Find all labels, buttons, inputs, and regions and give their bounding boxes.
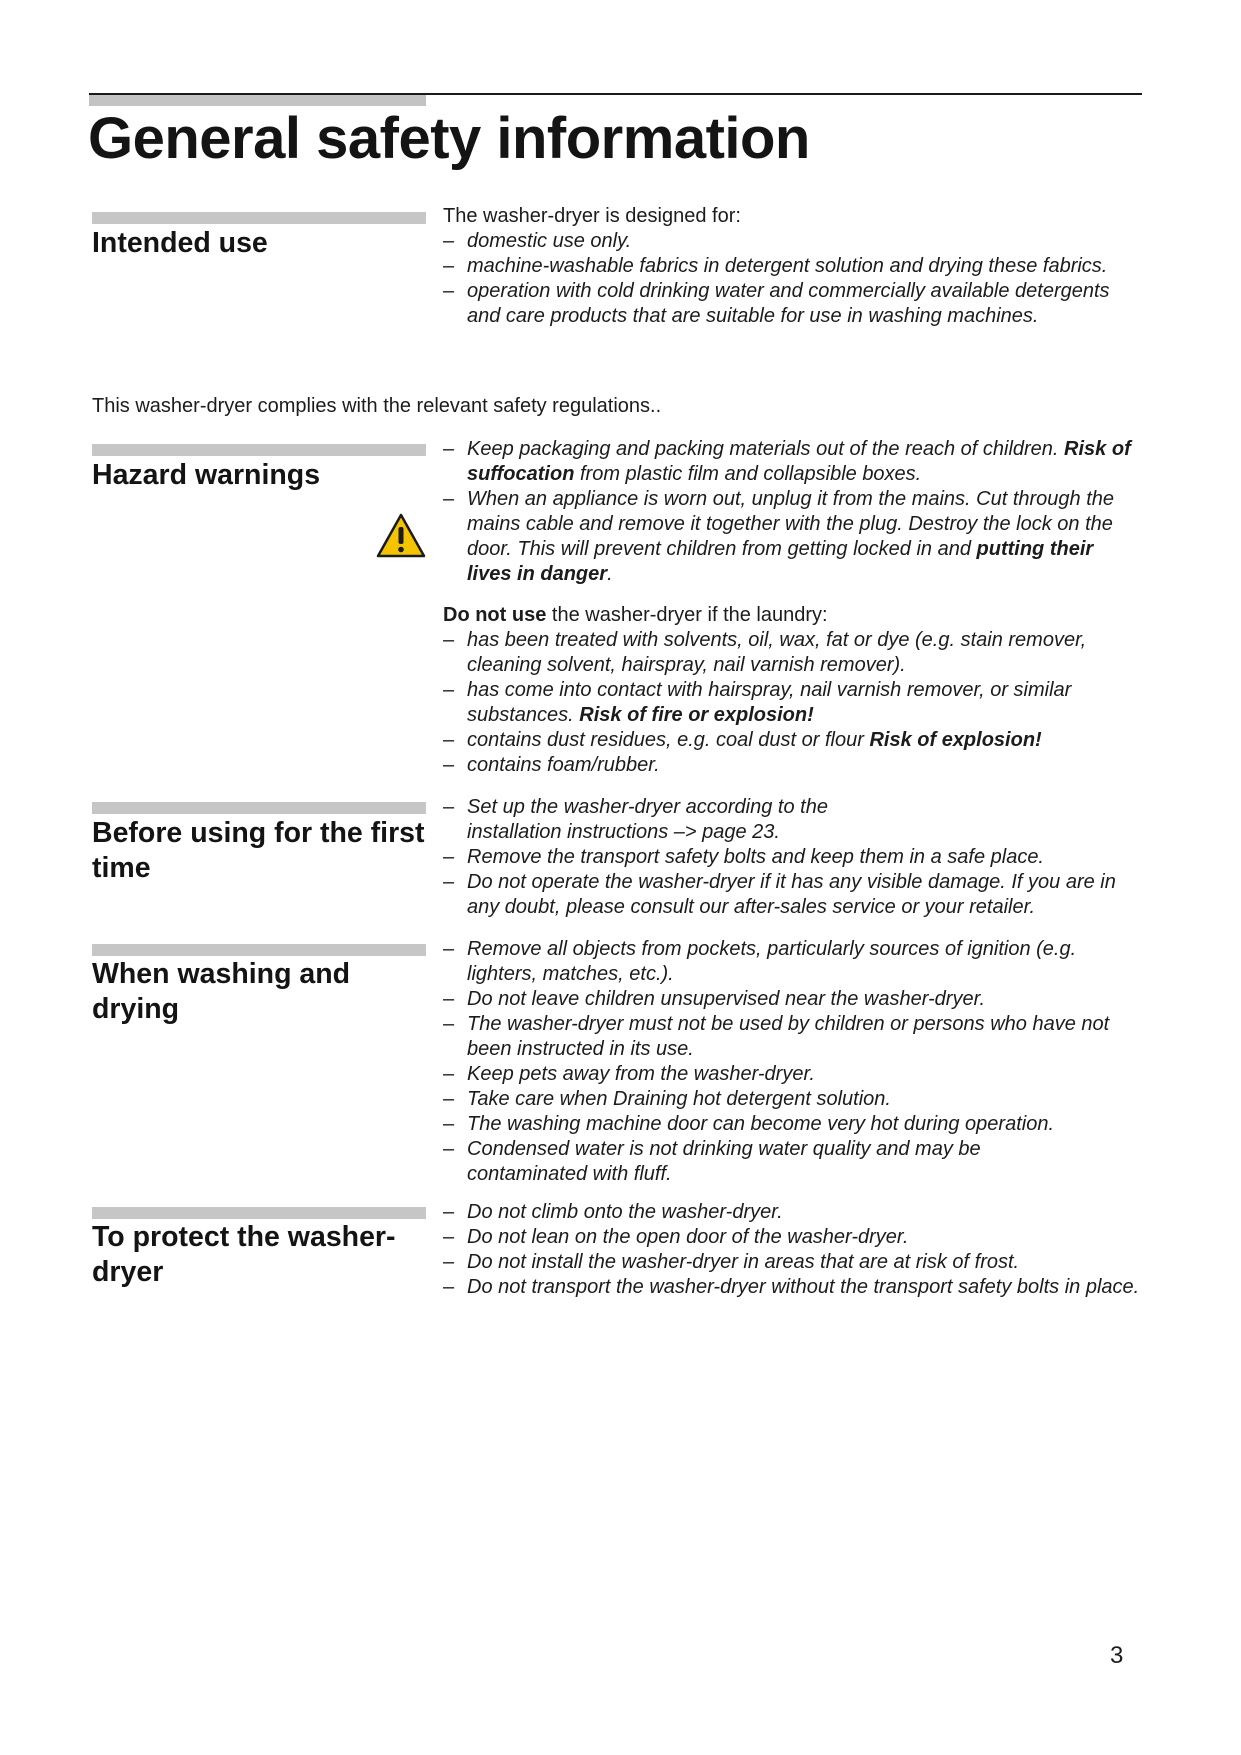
intended-use-intro: The washer-dryer is designed for: — [443, 205, 741, 227]
washing-drying-body — [443, 937, 1143, 1187]
section-divider — [92, 802, 426, 814]
emphasis: putting their lives in danger — [467, 538, 1094, 585]
list-item: – Do not install the washer-dryer in areas that are at risk of frost. — [443, 1250, 1143, 1275]
heading-before-first-use: Before using for the first time — [92, 817, 425, 884]
protect-list — [443, 1200, 1143, 1300]
list-item: – contains dust residues, e.g. coal dust or flour Risk of explosion! — [443, 728, 1143, 753]
list-item: – contains foam/rubber. — [443, 753, 1143, 778]
list-item: – Do not operate the washer-dryer if it has any visible damage. If you are in any doubt, please consult our after-sales service or your retailer. — [443, 870, 1143, 920]
do-not-use-list — [443, 628, 1143, 778]
list-item: – Condensed water is not drinking water quality and may be contaminated with fluff. — [443, 1137, 1143, 1187]
warning-triangle-icon — [376, 512, 426, 559]
section-divider — [92, 444, 426, 456]
heading-hazard-warnings: Hazard warnings — [92, 459, 321, 491]
before-first-use-body — [443, 795, 1143, 920]
hazard-list — [443, 437, 1143, 587]
list-item: – operation with cold drinking water and commercially available detergents and care products that are suitable for use in washing machines. — [443, 279, 1143, 329]
list-item: – Remove all objects from pockets, particularly sources of ignition (e.g. lighters, matches, etc.). — [443, 937, 1143, 987]
before-first-use-list — [443, 795, 1143, 920]
list-item: – has come into contact with hairspray, nail varnish remover, or similar substances. Risk of fire or explosion! — [443, 678, 1143, 728]
section-divider — [92, 1207, 426, 1219]
hazard-warnings-body — [443, 437, 1143, 778]
compliance-note: This washer-dryer complies with the relevant safety regulations.. — [92, 395, 662, 417]
list-item: – Remove the transport safety bolts and keep them in a safe place. — [443, 845, 1143, 870]
list-item: – Do not transport the washer-dryer without the transport safety bolts in place. — [443, 1275, 1143, 1300]
washing-drying-list — [443, 937, 1143, 1187]
section-divider — [92, 944, 426, 956]
page-number: 3 — [1110, 1642, 1124, 1669]
list-item: – Do not leave children unsupervised near the washer-dryer. — [443, 987, 1143, 1012]
list-item: – Do not lean on the open door of the washer-dryer. — [443, 1225, 1143, 1250]
intended-use-list — [443, 229, 1143, 329]
emphasis: Risk of explosion! — [869, 729, 1042, 751]
section-divider — [92, 212, 426, 224]
do-not-use-intro: Do not use the washer-dryer if the laundry: — [443, 604, 828, 626]
list-item: – domestic use only. — [443, 229, 1143, 254]
emphasis: Risk of fire or explosion! — [579, 704, 814, 726]
list-item: – Keep pets away from the washer-dryer. — [443, 1062, 1143, 1087]
list-item: – When an appliance is worn out, unplug it from the mains. Cut through the mains cable and remove it together with the plug. Destroy the lock on the door. This will prevent children from getting locked in and putting their lives in danger. — [443, 487, 1143, 587]
list-item: – Take care when Draining hot detergent solution. — [443, 1087, 1143, 1112]
heading-protect: To protect the washer-dryer — [92, 1221, 396, 1288]
intended-use-body — [443, 204, 1143, 329]
list-item: – has been treated with solvents, oil, wax, fat or dye (e.g. stain remover, cleaning solvent, hairspray, nail varnish remover). — [443, 628, 1143, 678]
list-item: – Set up the washer-dryer according to the installation instructions –> page 23. — [443, 795, 1143, 845]
protect-body — [443, 1200, 1143, 1300]
heading-intended-use: Intended use — [92, 227, 268, 259]
list-item: – The washer-dryer must not be used by children or persons who have not been instructed in its use. — [443, 1012, 1143, 1062]
page-title: General safety information — [88, 106, 810, 171]
list-item: – machine-washable fabrics in detergent solution and drying these fabrics. — [443, 254, 1143, 279]
list-item: – Keep packaging and packing materials out of the reach of children. Risk of suffocation from plastic film and collapsible boxes. — [443, 437, 1143, 487]
list-item: – The washing machine door can become very hot during operation. — [443, 1112, 1143, 1137]
emphasis: Risk of suffocation — [467, 438, 1131, 485]
heading-washing-drying: When washing and drying — [92, 958, 351, 1025]
list-item: – Do not climb onto the washer-dryer. — [443, 1200, 1143, 1225]
